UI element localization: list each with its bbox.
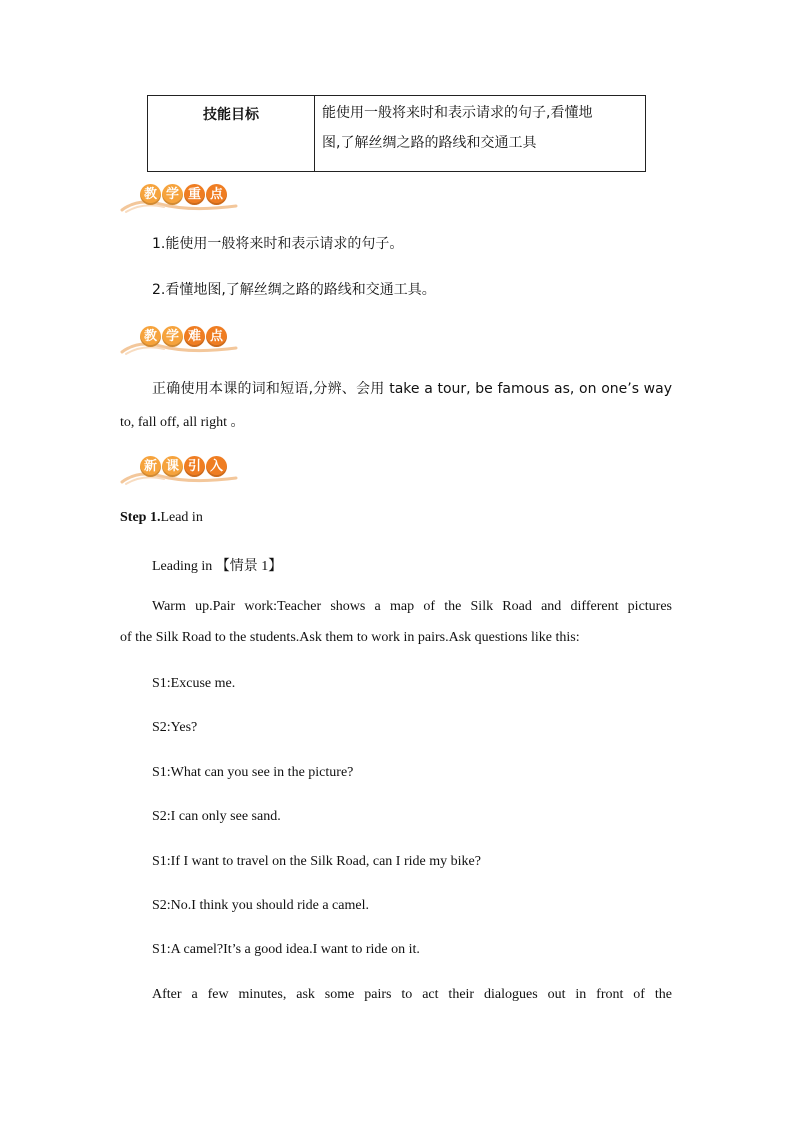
- section-header-intro: [120, 452, 240, 486]
- difficulties-line-2: to, fall off, all right 。: [120, 415, 245, 430]
- warmup-line-2: of the Silk Road to the students.Ask them to work in pairs.Ask questions like this:: [120, 630, 580, 645]
- section-header-difficulties: [120, 322, 240, 356]
- dialogue-line: S2:No.I think you should ride a camel.: [152, 898, 369, 913]
- section-char: 重: [184, 184, 205, 205]
- goal-content-line-2: 图,了解丝绸之路的路线和交通工具: [322, 135, 537, 151]
- goal-content-line-1: 能使用一般将来时和表示请求的句子,看懂地: [322, 105, 593, 121]
- step-1-title: [120, 510, 203, 526]
- step-1-label: Step 1.: [120, 510, 161, 525]
- section-char: 课: [162, 456, 183, 477]
- dialogue-line: S1:If I want to travel on the Silk Road, can I ride my bike?: [152, 854, 481, 869]
- section-char: 入: [206, 456, 227, 477]
- step-1-name: Lead in: [160, 510, 203, 525]
- section-char: 学: [162, 326, 183, 347]
- section-char: 难: [184, 326, 205, 347]
- goal-label: 技能目标: [148, 96, 315, 172]
- warmup-line-1: Warm up.Pair work:Teacher shows a map of the Silk Road and different pictures: [152, 599, 672, 614]
- section-char: 点: [206, 184, 227, 205]
- goal-content: [315, 96, 646, 172]
- leading-in: Leading in 【情景 1】: [152, 559, 283, 574]
- section-char: 教: [140, 184, 161, 205]
- key-point-2: 2.看懂地图,了解丝绸之路的路线和交通工具。: [152, 282, 436, 298]
- after-line: After a few minutes, ask some pairs to act their dialogues out in front of the: [152, 987, 672, 1002]
- section-char: 新: [140, 456, 161, 477]
- section-badges: [140, 456, 227, 477]
- section-char: 点: [206, 326, 227, 347]
- section-badges: [140, 184, 227, 205]
- section-badges: [140, 326, 227, 347]
- goal-table: [147, 95, 646, 172]
- section-char: 教: [140, 326, 161, 347]
- dialogue-line: S2:Yes?: [152, 720, 198, 735]
- key-point-1: 1.能使用一般将来时和表示请求的句子。: [152, 236, 404, 252]
- section-char: 学: [162, 184, 183, 205]
- dialogue-line: S1:What can you see in the picture?: [152, 765, 354, 780]
- section-header-key-points: [120, 180, 240, 214]
- goal-table-row: [148, 96, 646, 172]
- dialogue-line: S2:I can only see sand.: [152, 809, 281, 824]
- difficulties-line-1: 正确使用本课的词和短语,分辨、会用 take a tour, be famous as, on one’s way: [152, 381, 672, 397]
- section-char: 引: [184, 456, 205, 477]
- dialogue-line: S1:Excuse me.: [152, 676, 236, 691]
- dialogue-line: S1:A camel?It’s a good idea.I want to ride on it.: [152, 942, 420, 957]
